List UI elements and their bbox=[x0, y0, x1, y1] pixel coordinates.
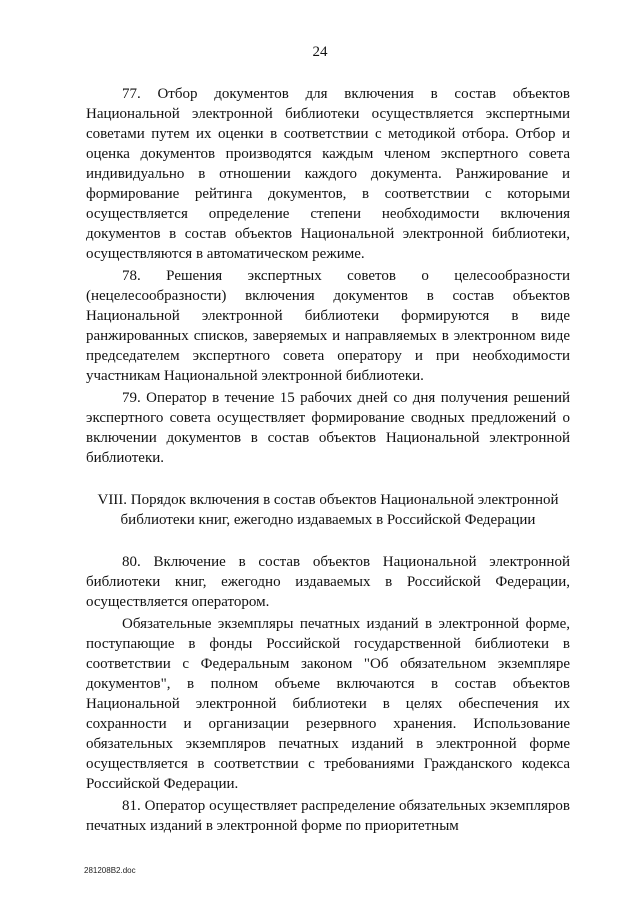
paragraph-78: 78. Решения экспертных советов о целесообразности (нецелесообразности) включения документов в состав объектов Национальной электронной библиотеки формируются в виде ранжированных списков, заверяемых и направляемых в электронном виде председателем экспертного совета оператору и при необходимости участникам Национальной электронной библиотеки. bbox=[86, 268, 570, 384]
section-title-line-1: VIII. Порядок включения в состав объектов Национальной электронной bbox=[97, 492, 559, 508]
document-body bbox=[86, 84, 570, 836]
paragraph-79: 79. Оператор в течение 15 рабочих дней со дня получения решений экспертного совета осуществляет формирование сводных предложений о включении документов в состав объектов Национальной электронной библиотеки. bbox=[86, 390, 570, 466]
paragraph-80: 80. Включение в состав объектов Национальной электронной библиотеки книг, ежегодно издаваемых в Российской Федерации, осуществляется оператором. bbox=[86, 554, 570, 610]
section-title-line-2: библиотеки книг, ежегодно издаваемых в Российской Федерации bbox=[120, 512, 536, 528]
page-number: 24 bbox=[312, 44, 328, 60]
paragraph-77: 77. Отбор документов для включения в состав объектов Национальной электронной библиотеки осуществляется экспертными советами путем их оценки в соответствии с методикой отбора. Отбор и оценка документов производятся каждым членом экспертного совета индивидуально в отношении каждого документа. Ранжирование и формирование рейтинга документов, в соответствии с которыми осуществляется определение степени необходимости включения документов в состав объектов Национальной электронной библиотеки, осуществляются в автоматическом режиме. bbox=[86, 86, 570, 262]
paragraph-mandatory-copies: Обязательные экземпляры печатных изданий в электронной форме, поступающие в фонды Российской государственной библиотеки в соответствии с Федеральным законом "Об обязательном экземпляре документов", в полном объеме включаются в состав объектов Национальной электронной библиотеки в целях обеспечения их сохранности и организации резервного хранения. Использование обязательных экземпляров печатных изданий в электронной форме осуществляется в соответствии с требованиями Гражданского кодекса Российской Федерации. bbox=[86, 616, 570, 792]
footer-filename: 281208B2.doc bbox=[84, 866, 136, 875]
section-title bbox=[86, 490, 570, 530]
paragraph-81: 81. Оператор осуществляет распределение обязательных экземпляров печатных изданий в электронной форме по приоритетным bbox=[86, 798, 570, 834]
